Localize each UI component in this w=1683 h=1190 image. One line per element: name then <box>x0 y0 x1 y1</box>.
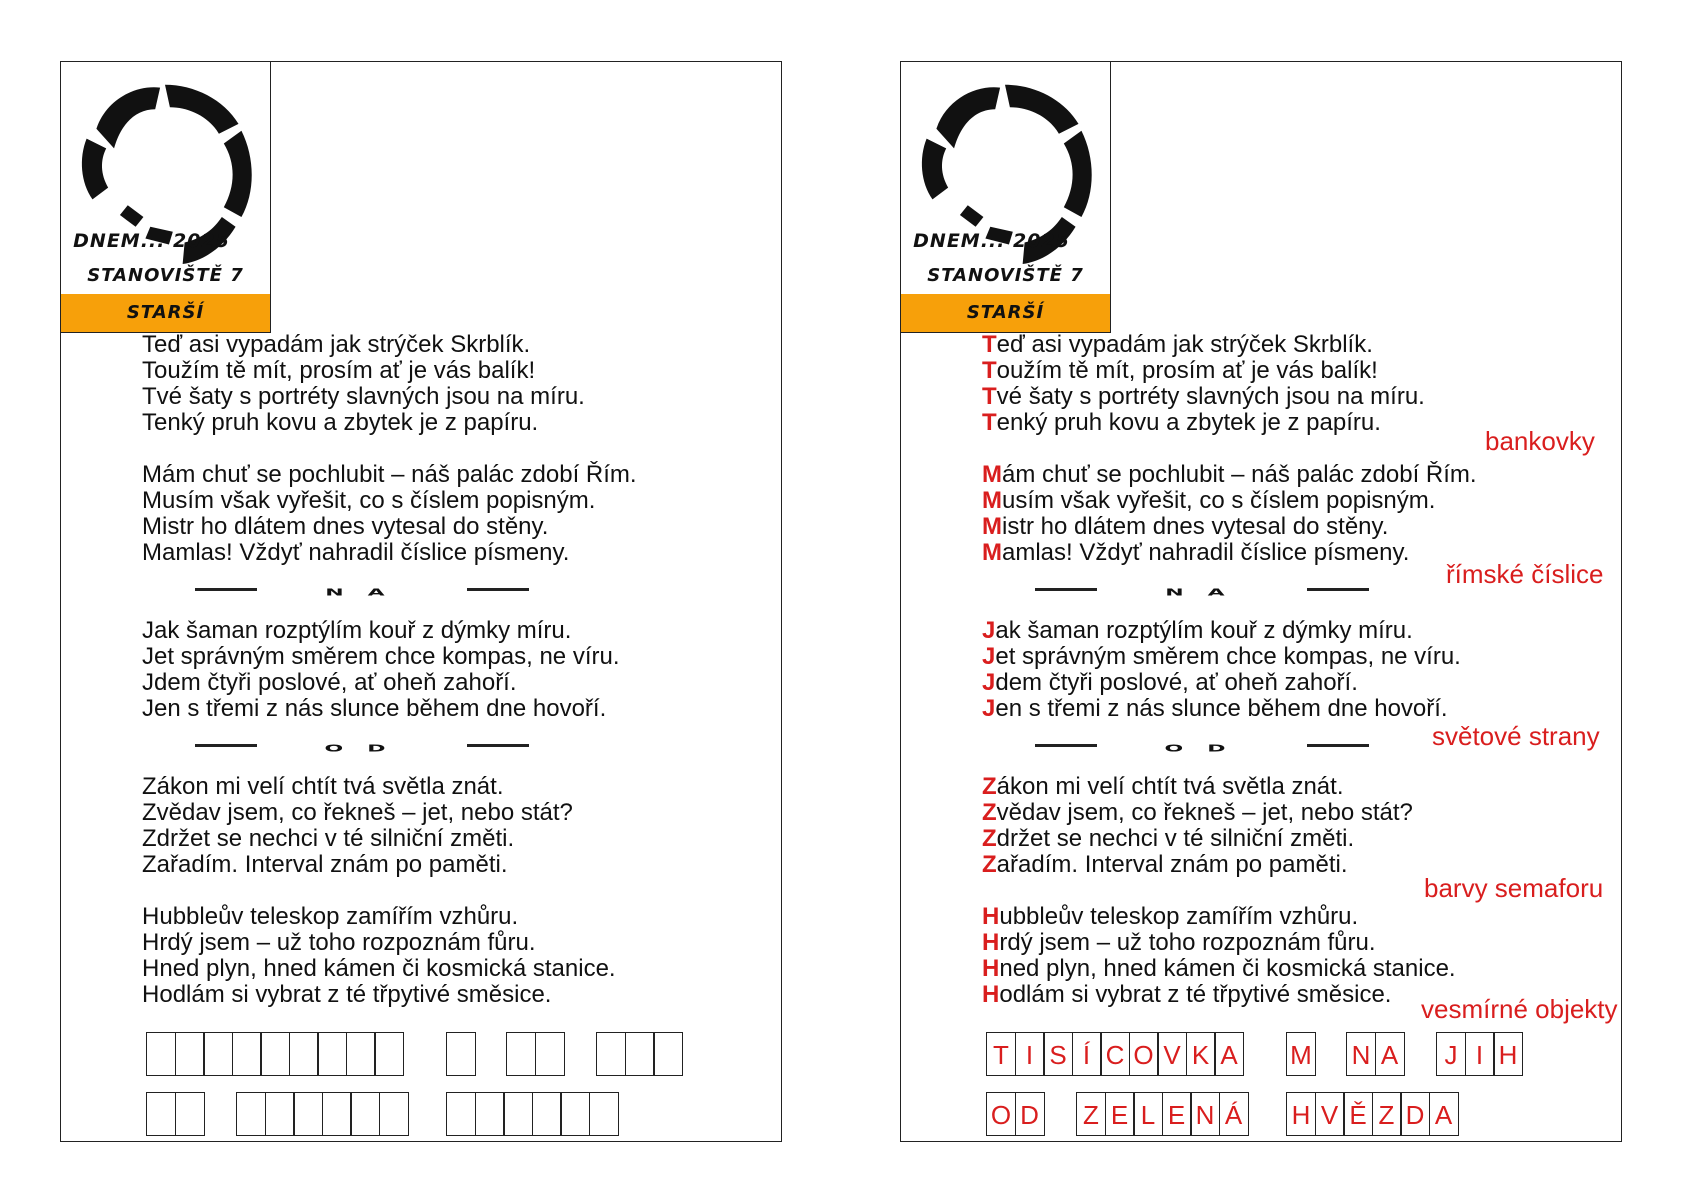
poem-line: Jet správným směrem chce kompas, ne víru. <box>142 643 620 670</box>
answer-cell[interactable]: J <box>1436 1032 1466 1076</box>
answer-word <box>1436 1032 1523 1076</box>
answer-word <box>446 1032 476 1076</box>
badge-station: STANOVIŠTĚ 7 <box>87 265 244 286</box>
answer-word <box>1286 1092 1459 1136</box>
answer-cell[interactable] <box>317 1032 347 1076</box>
hint-label: římské číslice <box>1446 559 1604 589</box>
answer-cell[interactable]: O <box>986 1092 1016 1136</box>
answer-cell[interactable] <box>293 1092 323 1136</box>
divider-na <box>142 566 762 618</box>
badge-year: DNEM... 2025 <box>73 230 230 252</box>
poem-line: Zvědav jsem, co řekneš – jet, nebo stát? <box>142 799 573 826</box>
poem-line: Zákon mi velí chtít tvá světla znát. <box>982 773 1344 800</box>
divider-word: OD <box>1164 743 1250 755</box>
stanza-2 <box>142 462 762 566</box>
poem-line: Hodlám si vybrat z té třpytivé směsice. <box>982 981 1392 1008</box>
answer-cell[interactable]: I <box>1465 1032 1495 1076</box>
answer-cell[interactable]: I <box>1015 1032 1045 1076</box>
answer-cell[interactable] <box>346 1032 376 1076</box>
answer-cell[interactable] <box>146 1092 176 1136</box>
answer-cell[interactable]: T <box>986 1032 1016 1076</box>
answer-cell[interactable]: A <box>1375 1032 1405 1076</box>
answer-word <box>596 1032 683 1076</box>
answer-cell[interactable]: O <box>1129 1032 1159 1076</box>
answer-word <box>1286 1032 1316 1076</box>
answer-cell[interactable]: A <box>1429 1092 1459 1136</box>
answer-cell[interactable] <box>589 1092 619 1136</box>
poem-line: Zařadím. Interval znám po paměti. <box>982 851 1348 878</box>
poem-line: Zdržet se nechci v té silniční změti. <box>982 825 1355 852</box>
answer-word <box>146 1092 205 1136</box>
answer-word <box>146 1032 404 1076</box>
answer-cell[interactable]: D <box>1400 1092 1430 1136</box>
answer-cell[interactable] <box>374 1032 404 1076</box>
divider-word: NA <box>1165 587 1249 599</box>
badge-year: DNEM... 2025 <box>913 230 1070 252</box>
answer-cell[interactable]: H <box>1286 1092 1316 1136</box>
answer-cell[interactable]: L <box>1133 1092 1163 1136</box>
poem-line: Tenký pruh kovu a zbytek je z papíru. <box>982 409 1381 436</box>
poem-line: Hrdý jsem – už toho rozpoznám fůru. <box>982 929 1376 956</box>
badge-station: STANOVIŠTĚ 7 <box>927 265 1084 286</box>
poem-line: Hned plyn, hned kámen či kosmická stanice. <box>142 955 616 982</box>
poem-line: Mistr ho dlátem dnes vytesal do stěny. <box>142 513 549 540</box>
answer-cell[interactable]: N <box>1190 1092 1220 1136</box>
answer-cell[interactable] <box>350 1092 380 1136</box>
poem-line: Jak šaman rozptýlím kouř z dýmky míru. <box>142 617 572 644</box>
poem-line: Zdržet se nechci v té silniční změti. <box>142 825 515 852</box>
answer-cell[interactable] <box>322 1092 352 1136</box>
answer-cell[interactable]: Ě <box>1343 1092 1373 1136</box>
answer-cell[interactable] <box>260 1032 290 1076</box>
answer-cell[interactable] <box>653 1032 683 1076</box>
answer-cell[interactable]: Z <box>1372 1092 1402 1136</box>
poem-line: Musím však vyřešit, co s číslem popisným. <box>142 487 596 514</box>
answer-cell[interactable] <box>503 1092 533 1136</box>
answer-cell[interactable] <box>146 1032 176 1076</box>
answer-cell[interactable] <box>289 1032 319 1076</box>
stanza-4 <box>982 774 1602 878</box>
answer-word <box>986 1032 1244 1076</box>
poem-line: Jdem čtyři poslové, ať oheň zahoří. <box>142 669 517 696</box>
divider-od <box>142 722 762 774</box>
divider-word: OD <box>324 743 410 755</box>
poem-line: Tvé šaty s portréty slavných jsou na míru. <box>982 383 1425 410</box>
stanza-1 <box>142 332 762 436</box>
stanza-3 <box>142 618 762 722</box>
answer-cell[interactable] <box>446 1092 476 1136</box>
answer-cell[interactable]: K <box>1186 1032 1216 1076</box>
answer-cell[interactable]: Í <box>1072 1032 1102 1076</box>
answer-cell[interactable]: M <box>1286 1032 1316 1076</box>
stanza-3 <box>982 618 1602 722</box>
answer-cell[interactable]: D <box>1015 1092 1045 1136</box>
answer-cell[interactable] <box>596 1032 626 1076</box>
poem-line: Mám chuť se pochlubit – náš palác zdobí Řím. <box>142 461 637 488</box>
poem-line: Teď asi vypadám jak strýček Skrblík. <box>142 331 531 358</box>
poem-line: Jdem čtyři poslové, ať oheň zahoří. <box>982 669 1358 696</box>
answer-cell[interactable] <box>232 1032 262 1076</box>
answer-cell[interactable] <box>236 1092 266 1136</box>
poem-line: Hrdý jsem – už toho rozpoznám fůru. <box>142 929 536 956</box>
station-badge <box>900 61 1111 333</box>
answer-word <box>1346 1032 1405 1076</box>
poem-line: Jen s třemi z nás slunce během dne hovoří. <box>142 695 607 722</box>
hint-label: světové strany <box>1432 721 1600 751</box>
answer-word <box>1076 1092 1249 1136</box>
poem-line: Mám chuť se pochlubit – náš palác zdobí Řím. <box>982 461 1477 488</box>
hint-label: vesmírné objekty <box>1421 994 1618 1024</box>
badge-level: STARŠÍ <box>61 294 270 332</box>
poem-line: Hubbleův teleskop zamířím vzhůru. <box>982 903 1359 930</box>
hint-label: bankovky <box>1485 426 1595 456</box>
answer-word <box>446 1092 619 1136</box>
poem-line: Mamlas! Vždyť nahradil číslice písmeny. <box>142 539 570 566</box>
answer-cell[interactable] <box>532 1092 562 1136</box>
answer-cell[interactable] <box>535 1032 565 1076</box>
stanza-1 <box>982 332 1602 436</box>
badge-level: STARŠÍ <box>901 294 1110 332</box>
answer-cell[interactable] <box>175 1092 205 1136</box>
poem <box>142 332 762 1008</box>
stanza-5 <box>982 904 1602 1008</box>
answer-word <box>236 1092 409 1136</box>
stanza-5 <box>142 904 762 1008</box>
answer-cell[interactable]: A <box>1214 1032 1244 1076</box>
puzzle-sheet-blank <box>60 61 782 1142</box>
answer-cell[interactable]: Z <box>1076 1092 1106 1136</box>
poem-line: Zákon mi velí chtít tvá světla znát. <box>142 773 504 800</box>
poem-line: Teď asi vypadám jak strýček Skrblík. <box>982 331 1373 358</box>
answer-cell[interactable] <box>175 1032 205 1076</box>
answer-cell[interactable] <box>379 1092 409 1136</box>
poem-line: Zvědav jsem, co řekneš – jet, nebo stát? <box>982 799 1413 826</box>
answer-cell[interactable] <box>203 1032 233 1076</box>
poem-line: Mamlas! Vždyť nahradil číslice písmeny. <box>982 539 1410 566</box>
answer-cell[interactable]: V <box>1315 1092 1345 1136</box>
poem-line: Jet správným směrem chce kompas, ne víru. <box>982 643 1461 670</box>
divider-word: NA <box>325 587 409 599</box>
answer-cell[interactable]: Á <box>1219 1092 1249 1136</box>
poem-line: Jen s třemi z nás slunce během dne hovoří. <box>982 695 1448 722</box>
answer-cell[interactable]: C <box>1100 1032 1130 1076</box>
poem-line: Tenký pruh kovu a zbytek je z papíru. <box>142 409 539 436</box>
answer-cell[interactable] <box>506 1032 536 1076</box>
answer-word <box>986 1092 1045 1136</box>
answer-cell[interactable] <box>625 1032 655 1076</box>
stanza-4 <box>142 774 762 878</box>
answer-cell[interactable]: V <box>1157 1032 1187 1076</box>
poem-line: Musím však vyřešit, co s číslem popisným. <box>982 487 1436 514</box>
poem-line: Mistr ho dlátem dnes vytesal do stěny. <box>982 513 1389 540</box>
answer-word <box>506 1032 565 1076</box>
answer-cell[interactable] <box>265 1092 295 1136</box>
poem-line: Jak šaman rozptýlím kouř z dýmky míru. <box>982 617 1413 644</box>
answer-cell[interactable]: H <box>1493 1032 1523 1076</box>
poem-line: Tvé šaty s portréty slavných jsou na míru. <box>142 383 585 410</box>
hint-label: barvy semaforu <box>1424 873 1604 903</box>
answer-cell[interactable]: E <box>1162 1092 1192 1136</box>
answer-cell[interactable]: N <box>1346 1032 1376 1076</box>
answer-cell[interactable] <box>560 1092 590 1136</box>
station-badge <box>60 61 271 333</box>
puzzle-sheet-solution <box>900 61 1622 1142</box>
poem-line: Toužím tě mít, prosím ať je vás balík! <box>142 357 536 384</box>
poem-line: Hodlám si vybrat z té třpytivé směsice. <box>142 981 552 1008</box>
stanza-2 <box>982 462 1602 566</box>
answer-cell[interactable]: E <box>1105 1092 1135 1136</box>
answer-cell[interactable] <box>446 1032 476 1076</box>
poem-line: Hned plyn, hned kámen či kosmická stanice. <box>982 955 1456 982</box>
answer-cell[interactable]: S <box>1043 1032 1073 1076</box>
poem-line: Hubbleův teleskop zamířím vzhůru. <box>142 903 519 930</box>
poem-line: Toužím tě mít, prosím ať je vás balík! <box>982 357 1378 384</box>
poem-line: Zařadím. Interval znám po paměti. <box>142 851 508 878</box>
answer-cell[interactable] <box>475 1092 505 1136</box>
